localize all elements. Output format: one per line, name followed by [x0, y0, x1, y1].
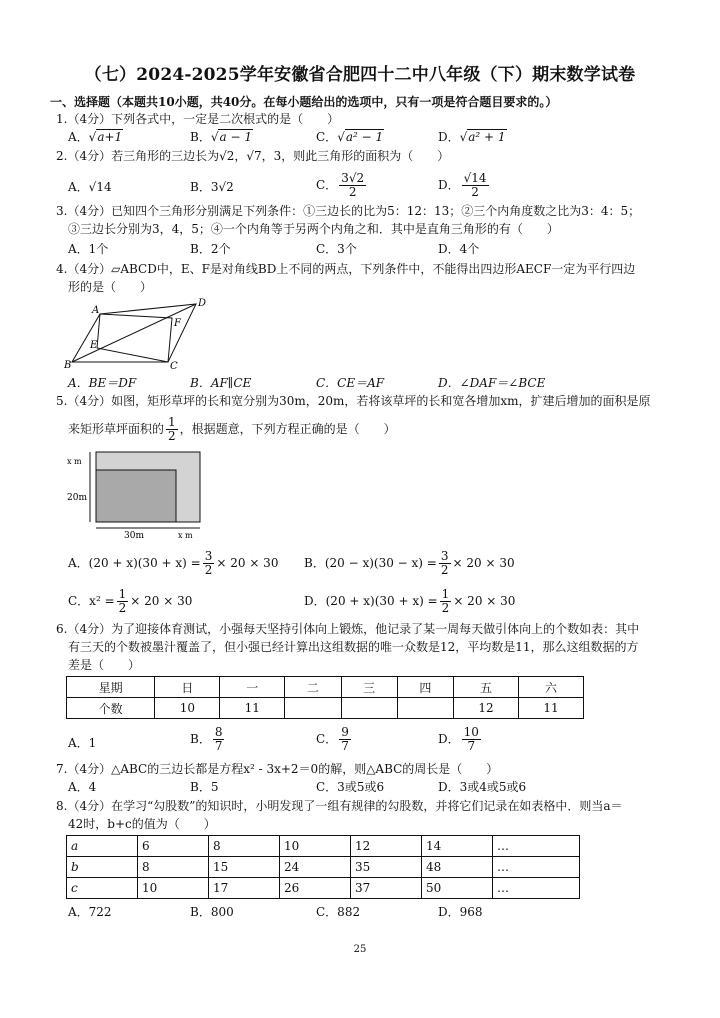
option-d: D．√a² + 1	[438, 130, 506, 144]
label-e: E	[90, 340, 98, 351]
question-8-options	[68, 903, 668, 923]
question-2-stem: 2.（4分）若三角形的三边长为√2，√7，3，则此三角形的面积为（ ）	[56, 149, 450, 163]
label-d: D	[198, 298, 207, 309]
question-6-line-1: 6.（4分）为了迎接体育测试，小强每天坚持引体向上锻炼，他记录了某一周每天做引体向上的个数如表：其中	[56, 622, 640, 636]
table-cell: 26	[280, 878, 351, 899]
option-c: C． $\frac{9}{7}$	[316, 725, 349, 753]
table-cell: 6	[138, 836, 209, 857]
table-cell: 星期	[67, 677, 155, 698]
option-d: D．968	[438, 905, 483, 919]
table-cell: …	[493, 878, 580, 899]
table-cell	[397, 698, 453, 719]
table-row	[67, 836, 580, 857]
question-2-options	[68, 171, 668, 199]
label-f: F	[174, 318, 181, 329]
question-4-line-1: 4.（4分）▱ABCD中，E、F是对角线BD上不同的两点，下列条件中，不能得出四边形AECF一定为平行四边	[56, 262, 636, 276]
table-cell: 48	[422, 857, 493, 878]
option-a: A．722	[68, 905, 112, 919]
question-1-stem: 1.（4分）下列各式中，一定是二次根式的是（ ）	[56, 112, 340, 126]
question-6-line-2: 有三天的个数被墨汁覆盖了，但小强已经计算出这组数据的唯一众数是12，平均数是11，那么这组数据的方	[68, 640, 639, 654]
table-cell: 35	[351, 857, 422, 878]
label-20m: 20m	[67, 493, 87, 503]
question-5-options-cd	[68, 588, 668, 614]
label-x-left: x m	[67, 457, 82, 466]
option-d: D．∠DAF＝∠BCE	[438, 376, 546, 390]
section-heading: 一、选择题（本题共10小题，共40分。在每小题给出的选项中，只有一项是符合题目要求的。）	[50, 95, 558, 109]
label-x-bottom: x m	[178, 531, 193, 540]
option-c: C．√a² − 1	[316, 130, 384, 144]
table-cell: 六	[518, 677, 583, 698]
label-a: A	[92, 305, 100, 316]
option-a: A．√14	[68, 180, 112, 194]
question-3-options	[68, 240, 668, 260]
table-cell: 10	[138, 878, 209, 899]
option-b: B．2个	[190, 242, 231, 256]
table-cell: b	[67, 857, 138, 878]
option-c: C．CE＝AF	[316, 376, 385, 390]
question-6-options	[68, 726, 668, 756]
option-c: C．3或5或6	[316, 780, 385, 794]
question-3-line-1: 3.（4分）已知四个三角形分别满足下列条件：①三边长的比为5：12：13；②三个内角度数之比为3：4：5；	[56, 204, 641, 218]
pythagorean-table	[66, 835, 580, 899]
question-8-line-2: 42时，b+c的值为（ ）	[68, 817, 216, 831]
option-a: A．4	[68, 780, 97, 794]
parallelogram-figure	[60, 296, 210, 374]
option-a: A．√a+1	[68, 130, 123, 144]
label-b: B	[64, 360, 72, 371]
table-cell: …	[493, 836, 580, 857]
table-cell: 8	[138, 857, 209, 878]
option-b: B．√a − 1	[190, 130, 252, 144]
question-4-line-2: 形的是（ ）	[68, 280, 153, 294]
table-cell: 二	[285, 677, 341, 698]
option-b: B．5	[190, 780, 219, 794]
table-cell: 日	[155, 677, 220, 698]
table-cell: a	[67, 836, 138, 857]
option-a: A．1	[68, 736, 97, 750]
lawn-figure	[66, 446, 206, 540]
table-cell: c	[67, 878, 138, 899]
option-b: B．(20 − x)(30 − x) = $\frac{3}{2}$ × 20 × 30	[304, 549, 515, 577]
table-cell: 一	[220, 677, 285, 698]
question-1-options	[68, 128, 668, 148]
page-number: 25	[353, 944, 367, 955]
table-cell: 8	[209, 836, 280, 857]
table-cell	[285, 698, 341, 719]
table-cell: 50	[422, 878, 493, 899]
option-c: C．3个	[316, 242, 357, 256]
table-cell: 12	[453, 698, 518, 719]
question-3-line-2: ③三边长分别为3，4，5；④一个内角等于另两个内角之和．其中是直角三角形的有（ ）	[68, 222, 559, 236]
table-cell: 15	[209, 857, 280, 878]
table-cell: 个数	[67, 698, 155, 719]
option-b: B．AF∥CE	[190, 376, 252, 390]
option-c: C．x² = $\frac{1}{2}$ × 20 × 30	[68, 587, 193, 615]
table-cell: 24	[280, 857, 351, 878]
question-8-line-1: 8.（4分）在学习“勾股数”的知识时，小明发现了一组有规律的勾股数，并将它们记录在如表格中．则当a＝	[56, 799, 623, 813]
table-row	[67, 857, 580, 878]
option-a: A．1个	[68, 242, 109, 256]
label-30m: 30m	[124, 531, 144, 540]
quadrilateral-aecf	[97, 314, 172, 362]
option-b: B．800	[190, 905, 234, 919]
page-title: （七）2024-2025学年安徽省合肥四十二中八年级（下）期末数学试卷	[84, 65, 636, 85]
option-c: C． $\frac{3√2}{2}$	[316, 171, 365, 199]
question-5-line-1: 5.（4分）如图，矩形草坪的长和宽分别为30m，20m，若将该草坪的长和宽各增加xm，扩建后增加的面积是原	[56, 394, 651, 408]
option-b: B．3√2	[190, 180, 234, 194]
question-5-line-2: 来矩形草坪面积的 $\frac{1}{2}$ ，根据题意，下列方程正确的是（ ）	[68, 415, 396, 443]
table-cell: …	[493, 857, 580, 878]
option-d: D． $\frac{10}{7}$	[438, 725, 479, 753]
option-d: D． $\frac{√14}{2}$	[438, 171, 487, 199]
pullup-table	[66, 676, 584, 719]
table-row	[67, 878, 580, 899]
option-a: A．(20 + x)(30 + x) = $\frac{3}{2}$ × 20 × 30	[68, 549, 279, 577]
table-cell	[341, 698, 397, 719]
question-6-line-3: 差是（ ）	[68, 658, 141, 672]
table-cell: 37	[351, 878, 422, 899]
question-7-options	[68, 778, 668, 798]
question-4-options	[68, 374, 668, 394]
question-5-options-ab	[68, 550, 668, 576]
option-c: C．882	[316, 905, 361, 919]
table-header-row	[67, 677, 584, 698]
table-row	[67, 698, 584, 719]
original-lawn	[96, 470, 176, 522]
option-a: A．BE＝DF	[68, 376, 137, 390]
table-cell: 四	[397, 677, 453, 698]
table-cell: 11	[518, 698, 583, 719]
diagonal-bd	[72, 304, 196, 362]
option-d: D．4个	[438, 242, 480, 256]
label-c: C	[170, 361, 178, 372]
option-b: B． $\frac{8}{7}$	[190, 725, 223, 753]
table-cell: 17	[209, 878, 280, 899]
table-cell: 11	[220, 698, 285, 719]
table-cell: 12	[351, 836, 422, 857]
table-cell: 五	[453, 677, 518, 698]
option-d: D．3或4或5或6	[438, 780, 527, 794]
table-cell: 14	[422, 836, 493, 857]
table-cell: 10	[280, 836, 351, 857]
question-7-stem: 7.（4分）△ABC的三边长都是方程x² - 3x+2＝0的解，则△ABC的周长是（ ）	[56, 762, 499, 776]
table-cell: 三	[341, 677, 397, 698]
table-cell: 10	[155, 698, 220, 719]
option-d: D．(20 + x)(30 + x) = $\frac{1}{2}$ × 20 × 30	[304, 587, 516, 615]
